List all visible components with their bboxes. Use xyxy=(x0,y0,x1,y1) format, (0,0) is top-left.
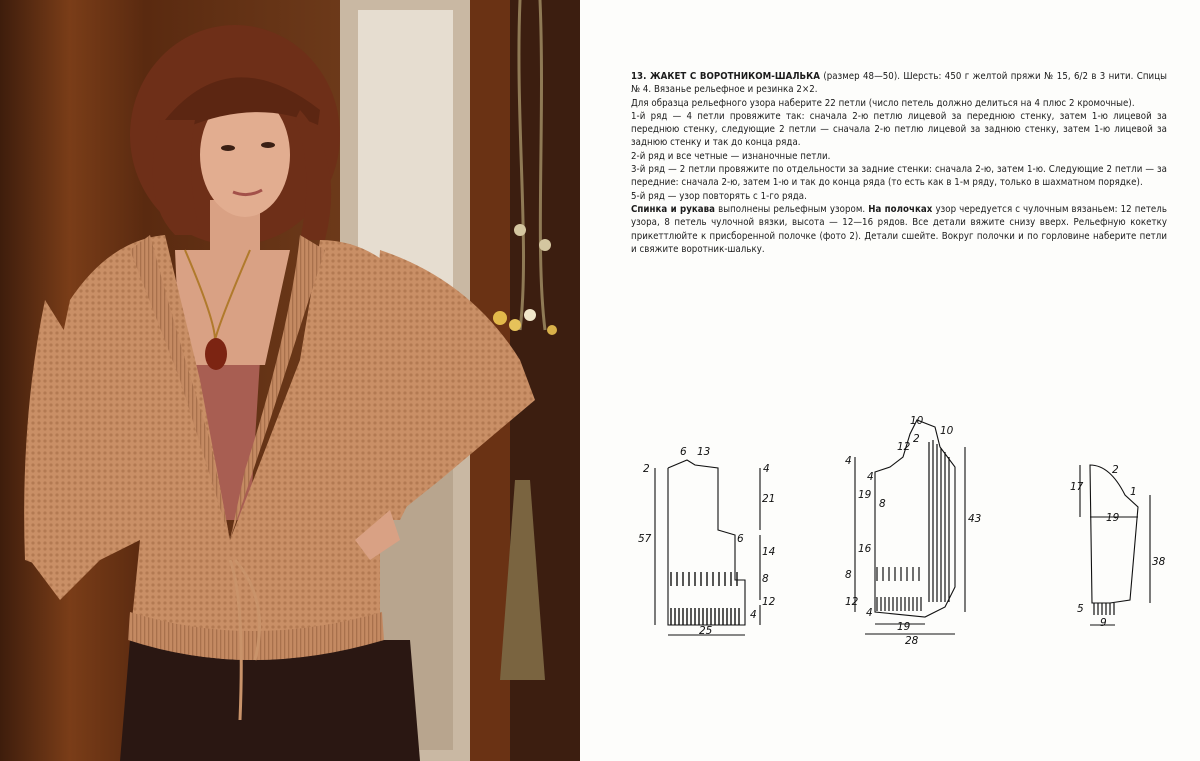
front-label-16: 16 xyxy=(858,543,872,555)
back-piece-diagram xyxy=(635,440,790,640)
front-label-4-bottom: 4 xyxy=(866,607,873,619)
sleeve-label-19: 19 xyxy=(1106,512,1120,524)
sleeve-label-1: 1 xyxy=(1130,486,1137,498)
front-label-19: 19 xyxy=(858,489,872,501)
back-sleeves-heading: Спинка и рукава xyxy=(631,203,716,215)
article-header xyxy=(631,70,1167,97)
front-label-28: 28 xyxy=(905,635,919,647)
back-label-21: 21 xyxy=(762,493,776,505)
front-label-8-armhole: 8 xyxy=(879,498,886,510)
back-label-12: 12 xyxy=(762,596,776,608)
fronts-heading: На полочках xyxy=(868,203,933,215)
row-2-instructions: 2-й ряд и все четные — изнаночные петли. xyxy=(631,150,831,162)
article-title: 13. ЖАКЕТ С ВОРОТНИКОМ-ШАЛЬКА xyxy=(631,71,820,82)
back-label-57: 57 xyxy=(638,533,652,545)
sleeve-diagram xyxy=(1070,455,1180,640)
back-sleeves-text: выполнены рельефным узором. xyxy=(718,203,866,215)
row-5-instructions: 5-й ряд — узор повторять с 1-го ряда. xyxy=(631,190,807,202)
back-label-8: 8 xyxy=(762,573,769,585)
front-label-10-right: 10 xyxy=(940,425,954,437)
size-materials: (размер 48—50). Шерсть: 450 г желтой пряжи № 15, 6/2 в 3 нити. Спицы № 4. Вязанье рельефное и резинка 2×2. xyxy=(631,71,1167,96)
pattern-page xyxy=(580,0,1200,761)
front-piece-diagram xyxy=(845,412,1005,647)
back-label-4-top: 4 xyxy=(763,463,770,475)
front-label-8: 8 xyxy=(845,569,852,581)
back-label-14: 14 xyxy=(762,546,776,558)
back-label-13: 13 xyxy=(697,446,711,458)
front-label-43: 43 xyxy=(968,513,982,525)
assembly-text: узор чередуется с чулочным вязаньем: 12 петель узора, 8 петель чулочной вязки, высота — 12—16 рядов. Все детали вяжите снизу вверх. Рельефную кокетку прикеттлюйте к присборенной полочке (фото 2). Детали сшейте. Вокруг полочки и по горловине наберите петли и свяжите воротник-шальку. xyxy=(631,203,1167,255)
back-label-2: 2 xyxy=(643,463,650,475)
front-label-2: 2 xyxy=(913,433,920,445)
front-label-12: 12 xyxy=(897,441,911,453)
knitwear-photo xyxy=(0,0,580,761)
sleeve-label-9: 9 xyxy=(1100,617,1107,629)
sleeve-label-38: 38 xyxy=(1152,556,1166,568)
row-1-instructions: 1-й ряд — 4 петли провяжите так: сначала 2-ю петлю лицевой за переднюю стенку, затем 1-ю лицевой за переднюю стенку, следующие 2 петли — сначала 2-ю петлю лицевой за заднюю стенку, затем 1-ю лицевой за заднюю стенку и так до конца ряда. xyxy=(631,110,1167,149)
front-label-4-top: 4 xyxy=(845,455,852,467)
sleeve-label-2: 2 xyxy=(1112,464,1119,476)
sleeve-label-17: 17 xyxy=(1070,481,1084,493)
back-label-4-bottom: 4 xyxy=(750,609,757,621)
front-label-4-shoulder: 4 xyxy=(867,471,874,483)
front-label-19-bottom: 19 xyxy=(897,621,911,633)
back-label-6: 6 xyxy=(680,446,687,458)
back-label-6-armhole: 6 xyxy=(737,533,744,545)
front-label-10-top: 10 xyxy=(910,415,924,427)
back-label-25: 25 xyxy=(699,625,713,637)
row-3-instructions: 3-й ряд — 2 петли провяжите по отдельности за задние стенки: сначала 2-ю, затем 1-ю. Следующие 2 петли — за передние: сначала 2-ю, затем 1-ю и так до конца ряда (то есть как в 1-м ряду, только в шахматном порядке). xyxy=(631,164,1167,189)
pattern-intro: Для образца рельефного узора наберите 22 петли (число петель должно делиться на 4 плюс 2 кромочные). xyxy=(631,97,1135,109)
sleeve-label-5: 5 xyxy=(1077,603,1084,615)
pattern-instructions xyxy=(631,70,1167,256)
front-label-12-bottom: 12 xyxy=(845,596,859,608)
assembly-instructions xyxy=(631,203,1167,256)
